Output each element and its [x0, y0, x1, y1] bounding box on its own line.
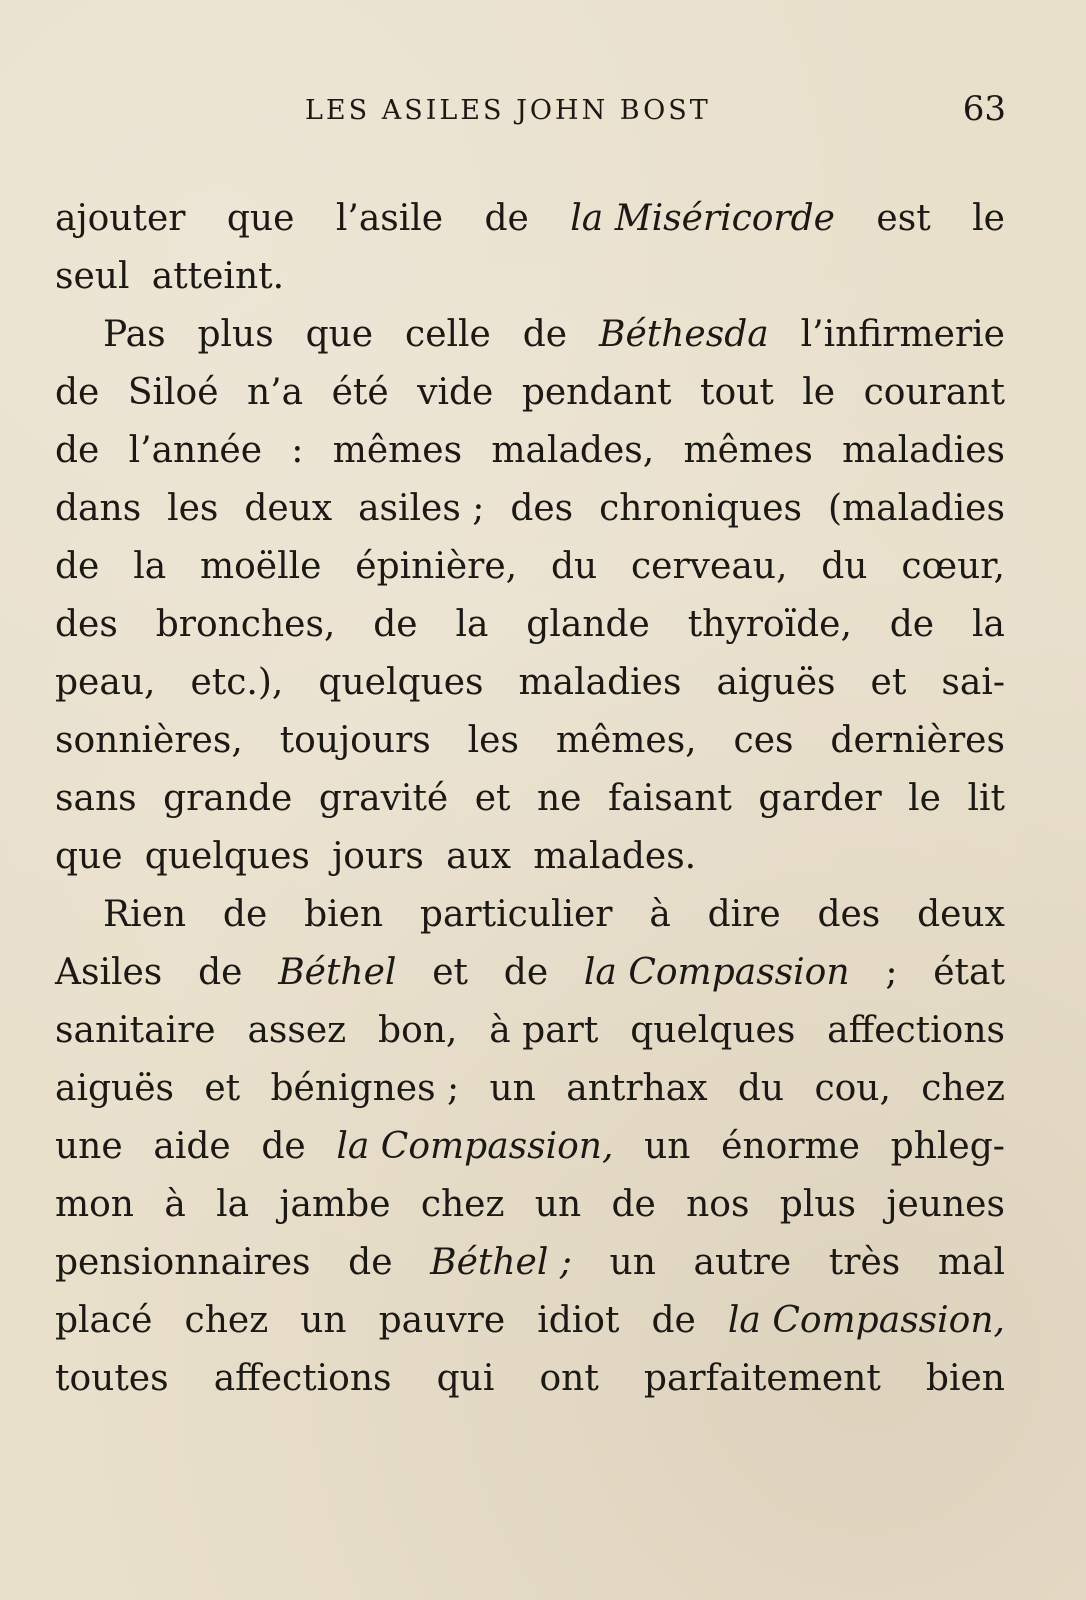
word: un: [489, 1068, 536, 1109]
word: de: [503, 952, 549, 993]
word: de: [373, 604, 418, 645]
word: de: [198, 952, 243, 993]
word: de: [261, 1126, 306, 1167]
word: quelques: [318, 662, 484, 703]
word: est: [876, 198, 931, 239]
word: aiguës: [716, 662, 836, 703]
word: à: [164, 1184, 186, 1225]
word: les: [467, 720, 519, 761]
word: et: [474, 778, 511, 819]
word: plus: [779, 1184, 856, 1225]
word: plus: [197, 314, 274, 355]
word: cœur,: [901, 546, 1005, 587]
word: particulier: [419, 894, 613, 935]
text-line: [55, 1234, 1005, 1292]
word: un: [300, 1300, 347, 1341]
word: sans: [55, 778, 137, 819]
word: etc.),: [190, 662, 284, 703]
word: la: [216, 1184, 250, 1225]
word: Siloé: [127, 372, 219, 413]
word: du: [550, 546, 598, 587]
word: de: [522, 314, 568, 355]
italic-title: la Compassion,: [336, 1126, 614, 1167]
word: maladies: [518, 662, 682, 703]
word: l’année: [128, 430, 263, 471]
text-line: [55, 654, 1005, 712]
word: jeunes: [886, 1184, 1005, 1225]
word: mal: [937, 1242, 1005, 1283]
word: été: [331, 372, 389, 413]
word: mon: [55, 1184, 134, 1225]
word: placé: [55, 1300, 153, 1341]
word: à part: [489, 1010, 599, 1051]
text-line: [55, 306, 1005, 364]
word: faisant: [608, 778, 732, 819]
text-line: [55, 190, 1005, 248]
word: de: [484, 198, 529, 239]
text-line: [55, 538, 1005, 596]
word: affections: [213, 1358, 392, 1399]
text-line: [55, 1350, 1005, 1408]
word: de: [222, 894, 268, 935]
word: deux: [244, 488, 333, 529]
word: peau,: [55, 662, 156, 703]
word: ces: [733, 720, 794, 761]
word: asiles ;: [358, 488, 485, 529]
word: et: [204, 1068, 241, 1109]
word: chroniques: [599, 488, 803, 529]
word: mêmes: [332, 430, 463, 471]
word: ont: [539, 1358, 599, 1399]
word: nos: [686, 1184, 750, 1225]
word: moëlle: [200, 546, 322, 587]
word: très: [828, 1242, 901, 1283]
body-text: [55, 190, 1005, 1408]
italic-title: Béthel: [278, 952, 397, 993]
word: de: [55, 546, 100, 587]
word: malades,: [491, 430, 655, 471]
word: bénignes ;: [270, 1068, 460, 1109]
word: des: [817, 894, 881, 935]
word: atteint.: [151, 256, 285, 297]
word: :: [291, 430, 304, 471]
word: des: [55, 604, 118, 645]
word: lit: [967, 778, 1005, 819]
word: dans: [55, 488, 142, 529]
word: pauvre: [378, 1300, 506, 1341]
text-line: [55, 248, 1005, 306]
word: le: [802, 372, 836, 413]
word: jours: [332, 836, 424, 877]
word: sonnières,: [55, 720, 243, 761]
word: état: [933, 952, 1005, 993]
word: grande: [163, 778, 293, 819]
word: bien: [304, 894, 384, 935]
text-line: [55, 886, 1005, 944]
word: maladies: [842, 430, 1005, 471]
word: malades.: [533, 836, 697, 877]
word: dernières: [830, 720, 1005, 761]
word: affections: [827, 1010, 1005, 1051]
word: pensionnaires: [55, 1242, 311, 1283]
text-line: [55, 712, 1005, 770]
word: un: [644, 1126, 691, 1167]
italic-title: la Compassion: [583, 952, 850, 993]
word: n’a: [247, 372, 304, 413]
word: tout: [700, 372, 774, 413]
text-line: [55, 1176, 1005, 1234]
word: ;: [885, 952, 898, 993]
text-line: [55, 1118, 1005, 1176]
word: Rien: [103, 894, 187, 935]
word: phleg-: [890, 1126, 1005, 1167]
word: du: [737, 1068, 785, 1109]
word: antrhax: [566, 1068, 708, 1109]
text-line: [55, 1292, 1005, 1350]
word: qui: [436, 1358, 495, 1399]
word: pendant: [521, 372, 672, 413]
word: toutes: [55, 1358, 169, 1399]
word: mêmes,: [555, 720, 697, 761]
text-line: [55, 944, 1005, 1002]
word: que: [226, 198, 295, 239]
italic-title: Béthel ;: [430, 1242, 572, 1283]
word: thyroïde,: [687, 604, 852, 645]
word: de: [889, 604, 935, 645]
word: et: [432, 952, 468, 993]
word: idiot: [537, 1300, 620, 1341]
word: la: [971, 604, 1005, 645]
word: aide: [153, 1126, 231, 1167]
page-number: 63: [962, 89, 1006, 129]
word: un: [609, 1242, 656, 1283]
word: une: [55, 1126, 123, 1167]
word: ne: [537, 778, 582, 819]
word: de: [651, 1300, 696, 1341]
word: vide: [417, 372, 494, 413]
word: la: [133, 546, 167, 587]
word: garder: [758, 778, 882, 819]
text-line: [55, 480, 1005, 538]
text-line: [55, 1060, 1005, 1118]
word: sanitaire: [55, 1010, 216, 1051]
italic-title: la Compassion,: [727, 1300, 1005, 1341]
word: énorme: [721, 1126, 860, 1167]
italic-title: la Miséricorde: [570, 198, 835, 239]
word: dire: [707, 894, 781, 935]
text-line: [55, 828, 1005, 886]
word: que: [55, 836, 123, 877]
word: glande: [526, 604, 650, 645]
word: courant: [863, 372, 1005, 413]
text-line: [55, 596, 1005, 654]
word: sai-: [941, 662, 1005, 703]
word: de: [55, 430, 100, 471]
text-line: [55, 1002, 1005, 1060]
word: gravité: [318, 778, 449, 819]
word: chez: [184, 1300, 269, 1341]
word: la: [455, 604, 489, 645]
word: bien: [925, 1358, 1005, 1399]
word: le: [972, 198, 1005, 239]
word: l’infirmerie: [800, 314, 1005, 355]
word: chez: [921, 1068, 1005, 1109]
word: toujours: [279, 720, 431, 761]
word: de: [611, 1184, 656, 1225]
word: de: [55, 372, 100, 413]
word: cou,: [814, 1068, 891, 1109]
word: quelques: [144, 836, 310, 877]
word: celle: [405, 314, 491, 355]
word: assez: [247, 1010, 347, 1051]
word: deux: [917, 894, 1005, 935]
word: ajouter: [55, 198, 186, 239]
word: bon,: [378, 1010, 458, 1051]
text-line: [55, 422, 1005, 480]
word: aux: [446, 836, 512, 877]
word: aiguës: [55, 1068, 174, 1109]
word: et: [870, 662, 907, 703]
word: cerveau,: [631, 546, 788, 587]
word: mêmes: [683, 430, 813, 471]
running-head: [0, 89, 1086, 135]
word: des: [510, 488, 574, 529]
word: Asiles: [55, 952, 163, 993]
text-line: [55, 770, 1005, 828]
text-line: [55, 364, 1005, 422]
word: de: [348, 1242, 393, 1283]
italic-title: Béthesda: [599, 314, 769, 355]
word: seul: [55, 256, 130, 297]
word: que: [305, 314, 374, 355]
running-title: LES ASILES JOHN BOST: [305, 95, 711, 126]
word: à: [649, 894, 671, 935]
word: du: [821, 546, 868, 587]
word: les: [167, 488, 219, 529]
word: (maladies: [827, 488, 1005, 529]
word: parfaitement: [643, 1358, 881, 1399]
word: épinière,: [355, 546, 518, 587]
word: jambe: [279, 1184, 391, 1225]
word: Pas: [103, 314, 166, 355]
word: autre: [693, 1242, 792, 1283]
word: bronches,: [155, 604, 336, 645]
word: chez: [420, 1184, 505, 1225]
word: un: [534, 1184, 582, 1225]
word: l’asile: [335, 198, 444, 239]
word: quelques: [630, 1010, 796, 1051]
word: le: [908, 778, 941, 819]
